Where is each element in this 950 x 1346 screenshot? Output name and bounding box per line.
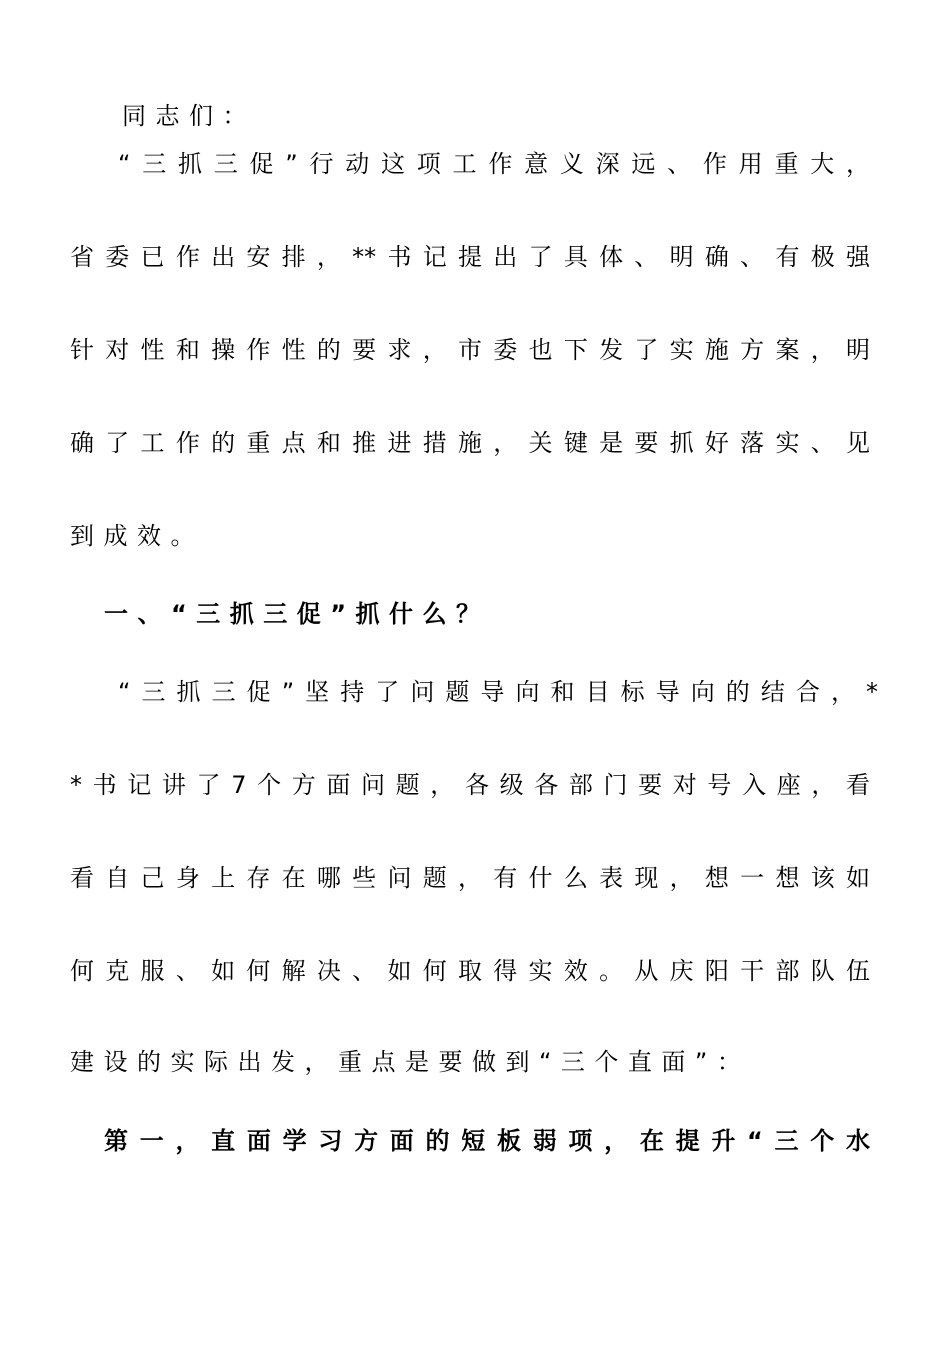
paragraph-1-line-4: 确了工作的重点和推进措施，关键是要抓好落实、见: [70, 429, 870, 457]
paragraph-1-line-1: “三抓三促”行动这项工作意义深远、作用重大，: [118, 150, 870, 178]
paragraph-1-line-3: 针对性和操作性的要求，市委也下发了实施方案，明: [70, 336, 870, 364]
paragraph-2-line-3: 看自己身上存在哪些问题，有什么表现，想一想该如: [70, 864, 870, 892]
paragraph-1-line-2: 省委已作出安排，**书记提出了具体、明确、有极强: [70, 243, 870, 271]
paragraph-2-line-1: “三抓三促”坚持了问题导向和目标导向的结合，*: [118, 678, 878, 706]
paragraph-2-line-4: 何克服、如何解决、如何取得实效。从庆阳干部队伍: [70, 957, 870, 985]
paragraph-1-line-5: 到成效。: [70, 522, 204, 550]
paragraph-2-line-2: *书记讲了7个方面问题，各级各部门要对号入座，看: [70, 771, 870, 799]
paragraph-2-line-5: 建设的实际出发，重点是要做到“三个直面”：: [70, 1048, 751, 1076]
section-heading-1: 一、“三抓三促”抓什么？: [104, 600, 490, 628]
sub-heading-1: 第一，直面学习方面的短板弱项，在提升“三个水: [104, 1127, 870, 1155]
salutation: 同志们：: [122, 102, 256, 130]
